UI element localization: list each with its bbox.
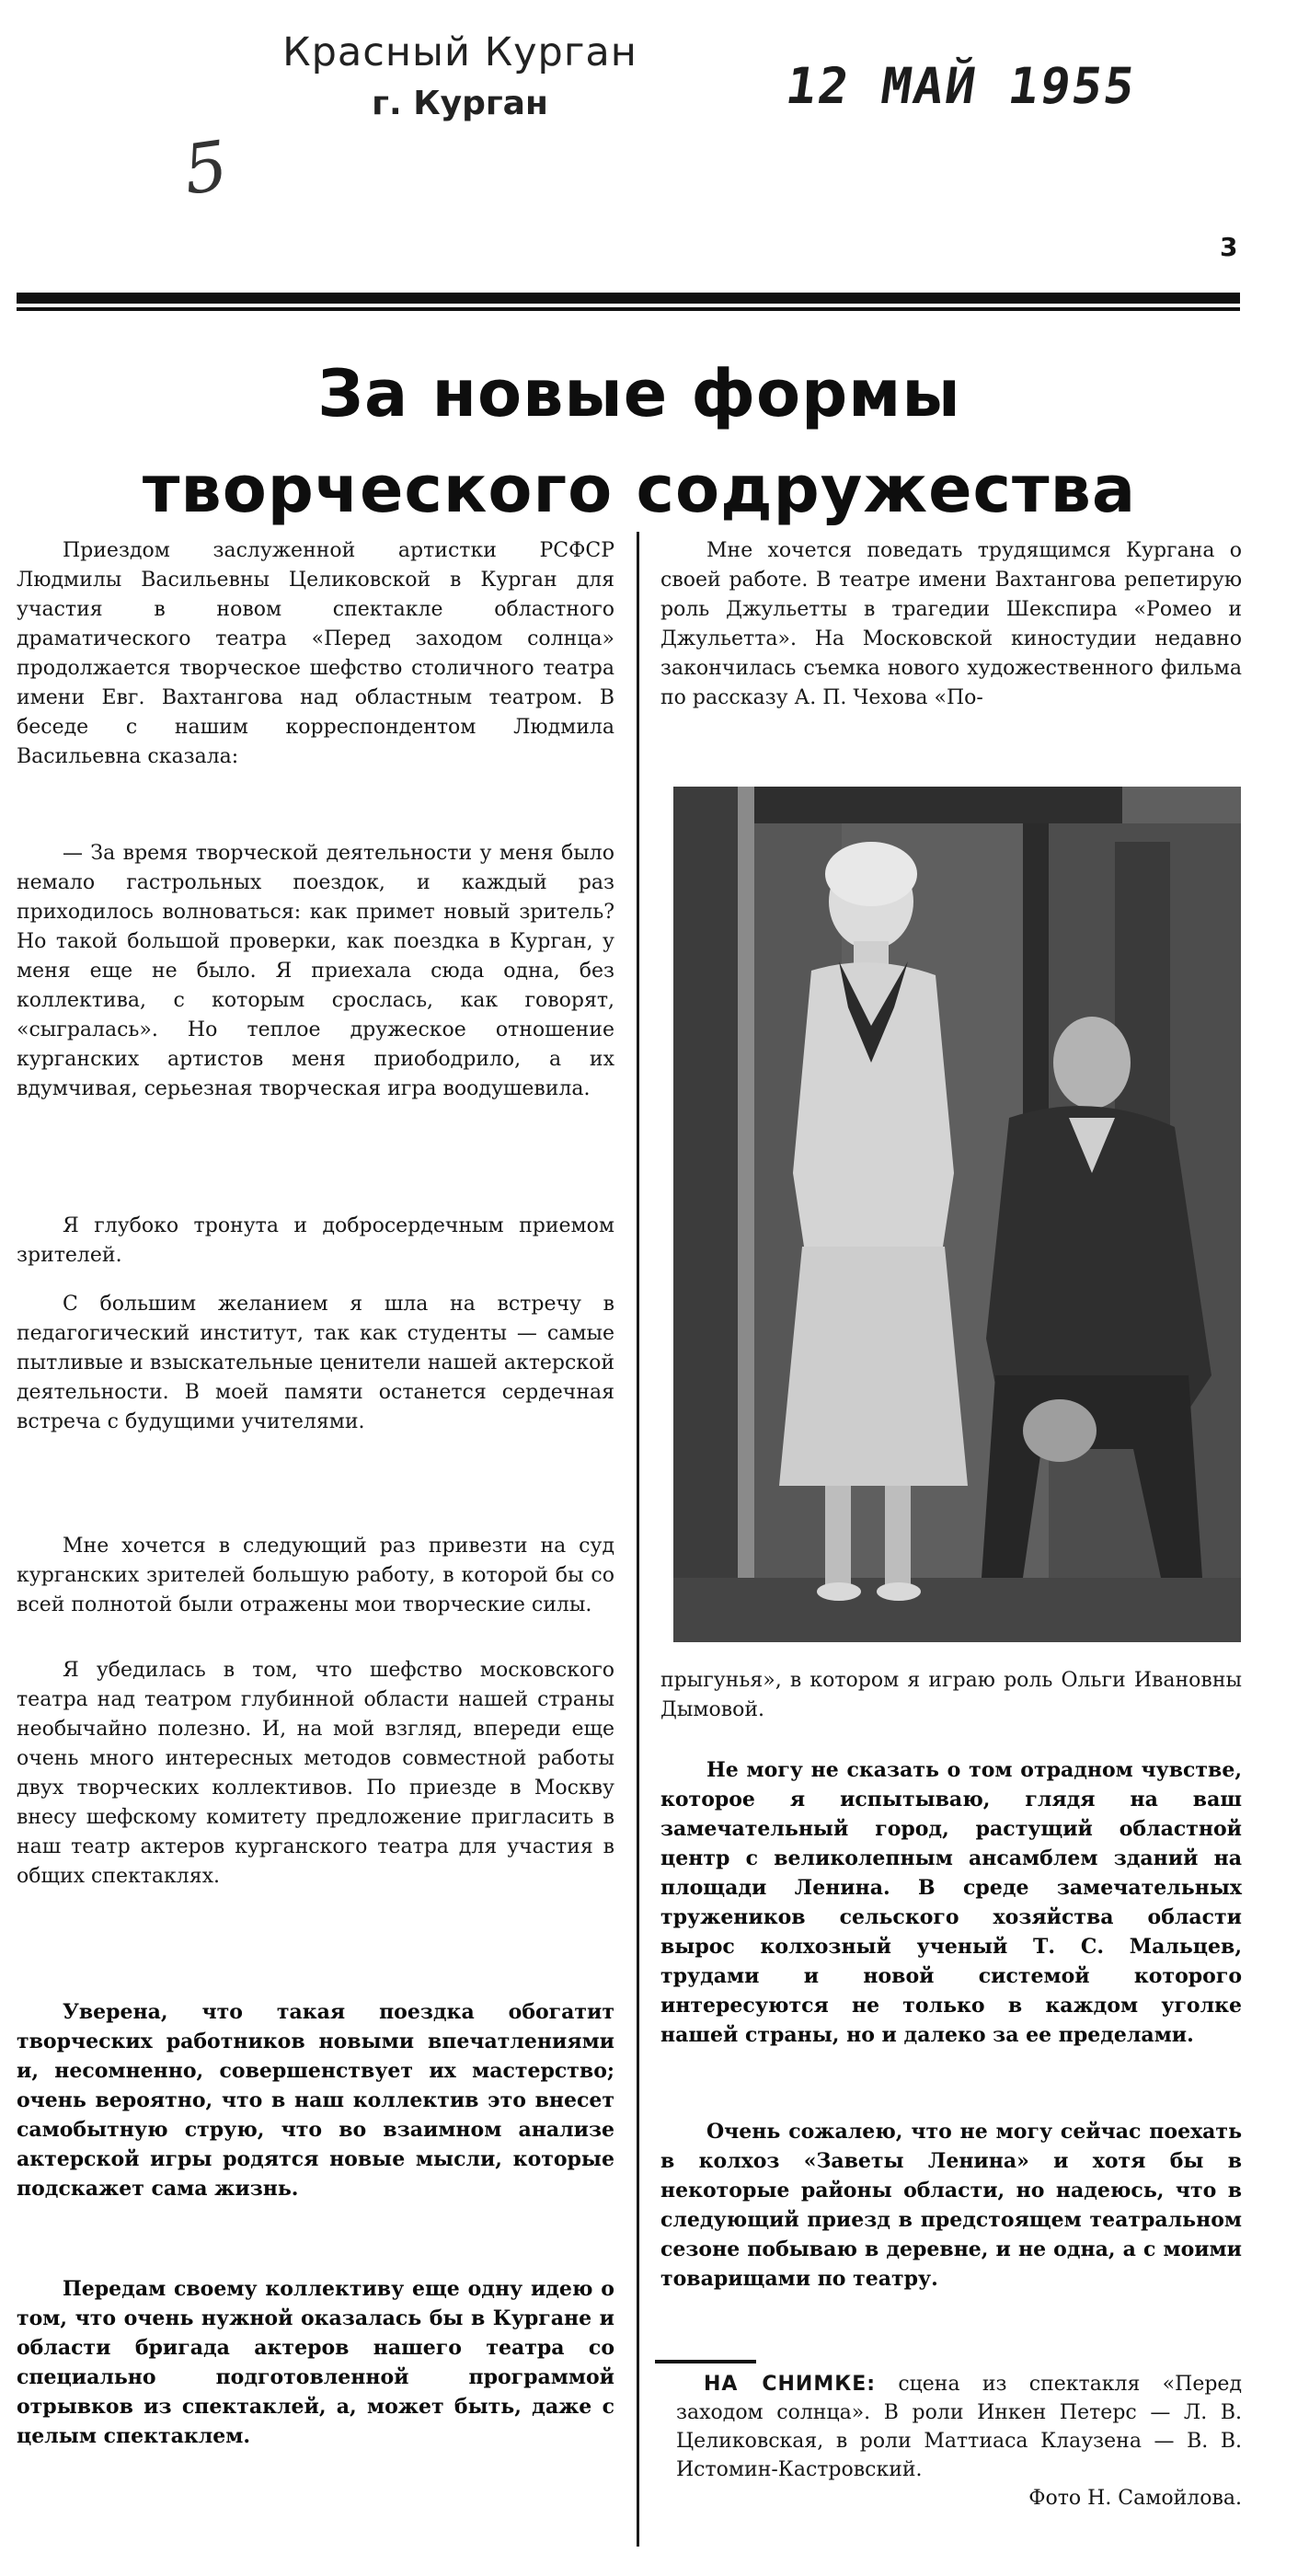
right-paragraph-2: прыгунья», в котором я играю роль Ольги Ивановны Дымовой. xyxy=(660,1669,1242,1721)
left-paragraph-7: Уверена, что такая поездка обогатит творческих работников новыми впечатлениями и, несомненно, совершенствует их мастерство; очень вероятно, что в наш коллектив это внесет самобытную струю, что во взаимном анализе актерской игры родятся новые мысли, которые подскажет сама жизнь. xyxy=(17,2000,614,2201)
right-paragraph-4: Очень сожалею, что не могу сейчас поехать в колхоз «Заветы Ленина» и хотя бы в некоторые районы области, но надеюсь, что в следующий приезд в предстоящем театральном сезоне побываю в деревне, и не одна, а с моими товарищами по театру. xyxy=(660,2120,1242,2291)
left-paragraph-2: — За время творческой деятельности у меня было немало гастрольных поездок, и каждый раз приходилось волноваться: как примет новый зритель? Но такой большой проверки, как поездка в Курган, у меня еще не было. Я приехала сюда одна, без коллектива, с которым срослась, как говорят, «сыгралась». Но теплое дружеское отношение курганских артистов меня приободрило, а их вдумчивая, серьезная творческая игра воодушевила. xyxy=(17,842,614,1100)
photo-credit: Фото Н. Самойлова. xyxy=(1028,2487,1242,2510)
newspaper-name-stamp: Красный Курган xyxy=(282,29,637,75)
left-paragraph-8: Передам своему коллективу еще одну идею о том, что очень нужной оказалась бы в Кургане и области бригада актеров нашего театра со специально подготовленной программой отрывков из спектаклей, а, может быть, даже с целым спектаклем. xyxy=(17,2277,614,2448)
handwritten-mark: 5 xyxy=(178,126,233,211)
photo-caption xyxy=(676,2370,1242,2513)
article-headline xyxy=(120,346,1159,537)
left-paragraph-4: С большим желанием я шла на встречу в педагогический институт, так как студенты — самые пытливые и взыскательные ценители нашей актерской деятельности. В моей памяти останется сердечная встреча с будущими учителями. xyxy=(17,1293,614,1433)
date-stamp: 12 МАЙ 1955 xyxy=(782,57,1141,115)
left-paragraph-6: Я убедилась в том, что шефство московского театра над театром глубинной области нашей страны необычайно полезно. И, на мой взгляд, впереди еще очень много интересных методов совместной работы двух творческих коллективов. По приезде в Москву внесу шефскому комитету предложение пригласить в наш театр актеров курганского театра для участия в общих спектаклях. xyxy=(17,1659,614,1888)
caption-rule xyxy=(655,2360,756,2363)
right-paragraph-3: Не могу не сказать о том отрадном чувстве, которое я испытываю, глядя на ваш замечательный город, растущий областной центр с великолепным ансамблем зданий на площади Ленина. В среде замечательных тружеников сельского хозяйства области вырос колхозный ученый Т. С. Мальцев, трудами и новой системой которого интересуются не только в каждом уголке нашей страны, но и далеко за ее пределами. xyxy=(660,1758,1242,2047)
left-paragraph-5: Мне хочется в следующий раз привезти на суд курганских зрителей большую работу, в которой бы со всей полнотой были отражены мои творческие силы. xyxy=(17,1535,614,1616)
left-paragraph-3: Я глубоко тронута и добросердечным приемом зрителей. xyxy=(17,1214,614,1267)
right-paragraph-1: Мне хочется поведать трудящимся Кургана о своей работе. В театре имени Вахтангова репетирую роль Джульетты в трагедии Шекспира «Ромео и Джульетта». На Московской киностудии недавно закончилась съемка нового художественного фильма по рассказу А. П. Чехова «По- xyxy=(660,539,1242,709)
left-paragraph-1: Приездом заслуженной артистки РСФСР Людмилы Васильевны Целиковской в Курган для участия в новом спектакле областного драматического театра «Перед заходом солнца» продолжается творческое шефство столичного театра имени Евг. Вахтангова над областным театром. В беседе с нашим корреспондентом Людмила Васильевна сказала: xyxy=(17,539,614,768)
headline-line-2: творческого содружества xyxy=(142,452,1137,527)
page-number: 3 xyxy=(1220,232,1238,262)
column-divider xyxy=(637,532,639,2547)
headline-line-1: За новые формы xyxy=(317,356,961,431)
top-rule-thick xyxy=(17,293,1240,304)
city-stamp: г. Курган xyxy=(372,85,548,122)
scene-photo xyxy=(673,787,1241,1642)
caption-text: сцена из спектакля «Перед заходом солнца». В роли Инкен Петерс — Л. В. Целиковская, в роли Маттиаса Клаузена — В. В. Истомин-Кастровский. xyxy=(676,2373,1242,2481)
caption-label: НА СНИМКЕ: xyxy=(704,2373,877,2396)
top-rule-thin xyxy=(17,307,1240,311)
